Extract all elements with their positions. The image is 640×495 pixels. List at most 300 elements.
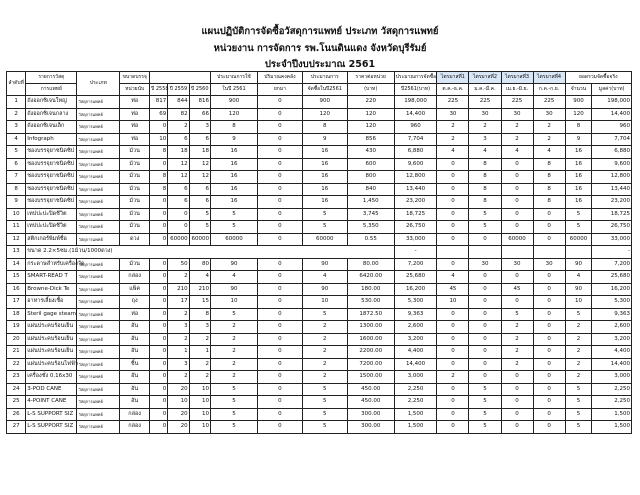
cell-price: 5,350 [347, 221, 394, 234]
cell-seq: 16 [7, 283, 26, 296]
cell-y2559: 12 [168, 158, 189, 171]
cell-item: แผ่นประคบร้อนเย็น [26, 346, 77, 359]
table-row [7, 246, 632, 259]
cell-item: แผ่นประคบร้อนไฟฟ้า [26, 358, 77, 371]
header-est: ประมาณการใช้ [210, 72, 257, 84]
cell-unit: ท่อ [120, 133, 150, 146]
cell-budget: 16,200 [394, 283, 437, 296]
cell-y2558: 0 [150, 208, 168, 221]
cell-stock: 0 [257, 308, 302, 321]
cell-stock: 0 [257, 146, 302, 159]
cell-empty [533, 246, 565, 259]
cell-plan: 5 [302, 408, 347, 421]
cell-y2559: 2 [168, 333, 189, 346]
cell-budget: 12,800 [394, 171, 437, 184]
cell-qty: 900 [565, 96, 592, 109]
cell-price: 80.00 [347, 258, 394, 271]
cell-item: 4-POINT CANE [26, 396, 77, 409]
cell-seq: 23 [7, 371, 26, 384]
cell-unit: ม้วน [120, 258, 150, 271]
procurement-plan-table [6, 71, 632, 434]
cell-plan: 5 [302, 396, 347, 409]
cell-value: 26,750 [592, 221, 632, 234]
cell-q2: 5 [469, 383, 501, 396]
cell-y2560: 80 [189, 258, 210, 271]
cell-unit: แพ็ค [120, 283, 150, 296]
cell-q1: 0 [437, 308, 469, 321]
cell-y2558: 0 [150, 421, 168, 434]
cell-budget: 3,000 [394, 371, 437, 384]
cell-stock: 0 [257, 408, 302, 421]
cell-seq: 14 [7, 258, 26, 271]
cell-y2558: 0 [150, 121, 168, 134]
cell-seq: 27 [7, 421, 26, 434]
header-budget2: ปี2561(บาท) [394, 84, 437, 96]
cell-value: - [592, 246, 632, 259]
cell-unit: ม้วน [120, 183, 150, 196]
cell-plan: 5 [302, 421, 347, 434]
cell-est: 90 [210, 258, 257, 271]
table-row [7, 358, 632, 371]
cell-q4: 0 [533, 283, 565, 296]
cell-type: วัสดุการแพทย์ [77, 333, 120, 346]
cell-stock: 0 [257, 208, 302, 221]
cell-item: ชองบรรจุยาชนิดซิป [26, 146, 77, 159]
header-item: รายการวัสดุ [26, 72, 77, 84]
cell-price: 530.00 [347, 296, 394, 309]
cell-est: 5 [210, 408, 257, 421]
header-stock: ปริมาณคงคลัง [257, 72, 302, 84]
cell-item: แผ่นประคบร้อนเย็น [26, 321, 77, 334]
cell-type: วัสดุการแพทย์ [77, 321, 120, 334]
cell-q4: 0 [533, 383, 565, 396]
cell-type: วัสดุการแพทย์ [77, 133, 120, 146]
header-value: มูลค่า(บาท) [592, 84, 632, 96]
cell-unit: ม้วน [120, 158, 150, 171]
cell-value: 18,725 [592, 208, 632, 221]
cell-est: 10 [210, 296, 257, 309]
cell-plan: 16 [302, 183, 347, 196]
cell-item: แผ่นประคบร้อนเย็น [26, 333, 77, 346]
cell-plan: 90 [302, 283, 347, 296]
cell-q3: 0 [501, 196, 533, 209]
table-row [7, 321, 632, 334]
cell-stock: 0 [257, 271, 302, 284]
cell-y2558: 0 [150, 258, 168, 271]
table-row [7, 196, 632, 209]
cell-q4: 8 [533, 183, 565, 196]
cell-y2560: 3 [189, 321, 210, 334]
cell-stock: 0 [257, 296, 302, 309]
cell-qty: 5 [565, 396, 592, 409]
cell-est: 5 [210, 208, 257, 221]
cell-seq: 12 [7, 233, 26, 246]
cell-q1: 0 [437, 408, 469, 421]
cell-y2560: 4 [189, 271, 210, 284]
cell-qty: 2 [565, 321, 592, 334]
cell-type: วัสดุการแพทย์ [77, 171, 120, 184]
cell-q2: 0 [469, 346, 501, 359]
cell-y2559: 2 [168, 371, 189, 384]
cell-price: 0.55 [347, 233, 394, 246]
cell-item: ชองบรรจุยาชนิดซิป [26, 158, 77, 171]
header-plan2: จัดซื้อในปี2561 [302, 84, 347, 96]
table-row [7, 258, 632, 271]
cell-budget: 13,440 [394, 183, 437, 196]
cell-stock: 0 [257, 221, 302, 234]
cell-price: 800 [347, 171, 394, 184]
cell-item: สติกเกอร์พิมพ์ชื่อ [26, 233, 77, 246]
cell-est: 900 [210, 96, 257, 109]
cell-type: วัสดุการแพทย์ [77, 158, 120, 171]
cell-stock: 0 [257, 158, 302, 171]
cell-y2558: 0 [150, 296, 168, 309]
cell-q3: 0 [501, 183, 533, 196]
cell-y2560: 10 [189, 383, 210, 396]
cell-q2: 5 [469, 208, 501, 221]
cell-q1: 0 [437, 221, 469, 234]
cell-budget: 7,704 [394, 133, 437, 146]
cell-y2560: 3 [189, 121, 210, 134]
cell-stock: 0 [257, 233, 302, 246]
cell-y2560: 10 [189, 396, 210, 409]
cell-budget: 9,363 [394, 308, 437, 321]
cell-qty: 2 [565, 371, 592, 384]
cell-qty: 10 [565, 296, 592, 309]
cell-type: วัสดุการแพทย์ [77, 346, 120, 359]
table-row [7, 221, 632, 234]
header-stock2: ยกมา [257, 84, 302, 96]
cell-unit: ม้วน [120, 196, 150, 209]
cell-empty [469, 246, 501, 259]
table-row [7, 208, 632, 221]
cell-unit: อัน [120, 383, 150, 396]
cell-budget: 3,200 [394, 333, 437, 346]
cell-type: วัสดุการแพทย์ [77, 296, 120, 309]
table-row [7, 96, 632, 109]
cell-qty: 8 [565, 121, 592, 134]
table-row [7, 183, 632, 196]
cell-q4: 0 [533, 233, 565, 246]
cell-q3: 2 [501, 121, 533, 134]
cell-q2: 0 [469, 308, 501, 321]
cell-y2559: 60000 [168, 233, 189, 246]
cell-qty: 4 [565, 271, 592, 284]
cell-type: วัสดุการแพทย์ [77, 96, 120, 109]
cell-qty: 90 [565, 258, 592, 271]
cell-q3: 0 [501, 408, 533, 421]
table-body [7, 96, 632, 434]
table-row [7, 283, 632, 296]
cell-value: 9,363 [592, 308, 632, 321]
cell-value: 14,400 [592, 108, 632, 121]
cell-y2560: 5 [189, 208, 210, 221]
cell-stock: 0 [257, 421, 302, 434]
header-total: ยอดรวมจัดซื้อจริง [565, 72, 631, 84]
cell-qty: 90 [565, 283, 592, 296]
cell-qty: 5 [565, 408, 592, 421]
cell-item: Infograph [26, 133, 77, 146]
cell-item: เครื่องชั่ง 0.16x30 [26, 371, 77, 384]
cell-y2558: 0 [150, 396, 168, 409]
header-q2: ไตรมาสที่2 [469, 72, 501, 84]
cell-qty: 16 [565, 146, 592, 159]
cell-q2: 8 [469, 183, 501, 196]
cell-y2559: 18 [168, 146, 189, 159]
cell-seq: 24 [7, 383, 26, 396]
table-header [7, 72, 632, 96]
cell-y2558: 0 [150, 196, 168, 209]
cell-q2: 0 [469, 271, 501, 284]
cell-q3: 0 [501, 396, 533, 409]
cell-y2558: 817 [150, 96, 168, 109]
cell-type: วัสดุการแพทย์ [77, 233, 120, 246]
cell-seq: 3 [7, 121, 26, 134]
cell-value: 3,200 [592, 333, 632, 346]
cell-unit: อัน [120, 346, 150, 359]
cell-q1: 0 [437, 183, 469, 196]
cell-type: วัสดุการแพทย์ [77, 221, 120, 234]
cell-q3: 0 [501, 383, 533, 396]
cell-q2: 0 [469, 296, 501, 309]
header-y2559: ปี 2559 [168, 84, 189, 96]
cell-item: Steril gage steam [26, 308, 77, 321]
cell-price: 430 [347, 146, 394, 159]
cell-est: 5 [210, 396, 257, 409]
cell-item: L-S SUPPORT SIZ [26, 408, 77, 421]
cell-price: 120 [347, 108, 394, 121]
cell-q2: 8 [469, 196, 501, 209]
cell-seq: 7 [7, 171, 26, 184]
cell-budget: 2,600 [394, 321, 437, 334]
cell-price: 1600.00 [347, 333, 394, 346]
cell-price: 2200.00 [347, 346, 394, 359]
cell-type: วัสดุการแพทย์ [77, 421, 120, 434]
cell-y2560: 10 [189, 408, 210, 421]
cell-q4: 0 [533, 408, 565, 421]
cell-seq: 4 [7, 133, 26, 146]
cell-est: 16 [210, 171, 257, 184]
cell-value: 13,440 [592, 183, 632, 196]
cell-q1: 0 [437, 358, 469, 371]
cell-q3: 0 [501, 208, 533, 221]
cell-item: ถังออกซิเจนใหญ่ [26, 96, 77, 109]
cell-q2: 30 [469, 258, 501, 271]
cell-stock: 0 [257, 346, 302, 359]
cell-q1: 4 [437, 271, 469, 284]
cell-unit: อัน [120, 321, 150, 334]
cell-y2559: 17 [168, 296, 189, 309]
cell-y2559: 12 [168, 171, 189, 184]
cell-budget: 1,500 [394, 408, 437, 421]
cell-item: ถังออกซิเจนกลาง [26, 108, 77, 121]
cell-y2560: 6 [189, 183, 210, 196]
header-y2560: ปี 2560 [189, 84, 210, 96]
cell-unit: ท่อ [120, 121, 150, 134]
cell-item: เทปปะปะปิดชีวิต [26, 221, 77, 234]
cell-y2559: 6 [168, 133, 189, 146]
cell-seq: 21 [7, 346, 26, 359]
cell-y2559: 20 [168, 408, 189, 421]
cell-plan: 2 [302, 358, 347, 371]
cell-qty: 60000 [565, 233, 592, 246]
cell-price: 3,745 [347, 208, 394, 221]
cell-qty: 16 [565, 158, 592, 171]
cell-value: 9,600 [592, 158, 632, 171]
table-row [7, 296, 632, 309]
cell-budget: 25,680 [394, 271, 437, 284]
cell-item: Browne-Dick Te [26, 283, 77, 296]
cell-unit: ห่อ [120, 308, 150, 321]
cell-est: 5 [210, 308, 257, 321]
cell-q4: 0 [533, 296, 565, 309]
cell-plan: 16 [302, 146, 347, 159]
cell-plan: 4 [302, 271, 347, 284]
cell-q2: 8 [469, 158, 501, 171]
cell-type: วัสดุการแพทย์ [77, 258, 120, 271]
cell-y2558: 69 [150, 108, 168, 121]
cell-est: 5 [210, 421, 257, 434]
table-row [7, 171, 632, 184]
cell-y2560: 1 [189, 346, 210, 359]
cell-seq: 11 [7, 221, 26, 234]
cell-q4: 8 [533, 196, 565, 209]
cell-unit: อัน [120, 371, 150, 384]
cell-seq: 2 [7, 108, 26, 121]
cell-value: 198,000 [592, 96, 632, 109]
cell-y2559: 2 [168, 308, 189, 321]
cell-q1: 2 [437, 121, 469, 134]
cell-est: 2 [210, 333, 257, 346]
cell-q3: 0 [501, 171, 533, 184]
cell-y2558: 0 [150, 158, 168, 171]
cell-y2558: 0 [150, 283, 168, 296]
cell-type: วัสดุการแพทย์ [77, 358, 120, 371]
header-years-group [150, 72, 211, 84]
cell-q3: 0 [501, 271, 533, 284]
cell-qty: 9 [565, 133, 592, 146]
cell-y2558: 0 [150, 233, 168, 246]
cell-unit: ท่อ [120, 96, 150, 109]
cell-q1: 0 [437, 208, 469, 221]
cell-type: วัสดุการแพทย์ [77, 183, 120, 196]
cell-q2: 3 [469, 133, 501, 146]
cell-q2: 30 [469, 108, 501, 121]
table-row [7, 383, 632, 396]
cell-q1: 0 [437, 333, 469, 346]
table-row [7, 271, 632, 284]
cell-q4: 225 [533, 96, 565, 109]
cell-type: วัสดุการแพทย์ [77, 408, 120, 421]
cell-q1: 0 [437, 158, 469, 171]
cell-q3: 30 [501, 108, 533, 121]
header-q3b: เม.ย.-มิ.ย. [501, 84, 533, 96]
cell-value: 2,600 [592, 321, 632, 334]
cell-unit: ม้วน [120, 146, 150, 159]
cell-y2559: 2 [168, 271, 189, 284]
cell-plan: 2 [302, 333, 347, 346]
cell-price: 1500.00 [347, 371, 394, 384]
cell-price: 300.00 [347, 408, 394, 421]
cell-stock: 0 [257, 108, 302, 121]
cell-stock: 0 [257, 371, 302, 384]
cell-plan: 10 [302, 296, 347, 309]
header-budget: ประมาณการจัดซื้อ [394, 72, 437, 84]
cell-y2558: 0 [150, 383, 168, 396]
header-qty: จำนวน [565, 84, 592, 96]
cell-y2559: 20 [168, 383, 189, 396]
cell-qty: 16 [565, 183, 592, 196]
cell-y2558: 0 [150, 371, 168, 384]
cell-type: วัสดุการแพทย์ [77, 308, 120, 321]
cell-qty: 5 [565, 421, 592, 434]
cell-q3: 45 [501, 283, 533, 296]
cell-y2560: 15 [189, 296, 210, 309]
cell-qty: 5 [565, 308, 592, 321]
cell-unit: กล่อง [120, 421, 150, 434]
header-price2: (บาท) [347, 84, 394, 96]
cell-unit: กล่อง [120, 408, 150, 421]
cell-budget: 18,725 [394, 208, 437, 221]
cell-value: 1,500 [592, 408, 632, 421]
cell-y2558: 8 [150, 183, 168, 196]
cell-q3: 60000 [501, 233, 533, 246]
cell-item: ชองบรรจุยาชนิดซิป [26, 171, 77, 184]
cell-budget: 26,750 [394, 221, 437, 234]
cell-item: L-S SUPPORT SIZ [26, 421, 77, 434]
cell-item: ถังออกซิเจนเล็ก [26, 121, 77, 134]
cell-qty: 2 [565, 346, 592, 359]
cell-value: 33,000 [592, 233, 632, 246]
cell-y2558: 0 [150, 333, 168, 346]
cell-plan: 90 [302, 258, 347, 271]
cell-budget: 960 [394, 121, 437, 134]
cell-y2558: 0 [150, 408, 168, 421]
table-row [7, 346, 632, 359]
cell-y2559: 20 [168, 421, 189, 434]
cell-value: 6,880 [592, 146, 632, 159]
cell-qty: 2 [565, 358, 592, 371]
cell-value: 12,800 [592, 171, 632, 184]
cell-q2: 5 [469, 396, 501, 409]
cell-empty [437, 246, 469, 259]
cell-type: วัสดุการแพทย์ [77, 108, 120, 121]
cell-plan: 16 [302, 171, 347, 184]
cell-q4: 0 [533, 396, 565, 409]
cell-q1: 0 [437, 421, 469, 434]
cell-q4: 0 [533, 308, 565, 321]
cell-y2560: 18 [189, 146, 210, 159]
cell-stock: 0 [257, 183, 302, 196]
cell-price: 6420.00 [347, 271, 394, 284]
cell-q1: 0 [437, 196, 469, 209]
cell-budget: 2,250 [394, 383, 437, 396]
cell-y2560: 66 [189, 108, 210, 121]
cell-plan: 5 [302, 221, 347, 234]
cell-y2559: 0 [168, 208, 189, 221]
cell-est: 2 [210, 346, 257, 359]
cell-budget: - [394, 246, 437, 259]
cell-q1: 225 [437, 96, 469, 109]
cell-unit: ชิ้น [120, 358, 150, 371]
cell-empty [501, 246, 533, 259]
cell-stock: 0 [257, 396, 302, 409]
cell-q1: 2 [437, 133, 469, 146]
cell-q1: 0 [437, 346, 469, 359]
cell-est: 5 [210, 221, 257, 234]
cell-y2559: 50 [168, 258, 189, 271]
cell-q4: 2 [533, 133, 565, 146]
